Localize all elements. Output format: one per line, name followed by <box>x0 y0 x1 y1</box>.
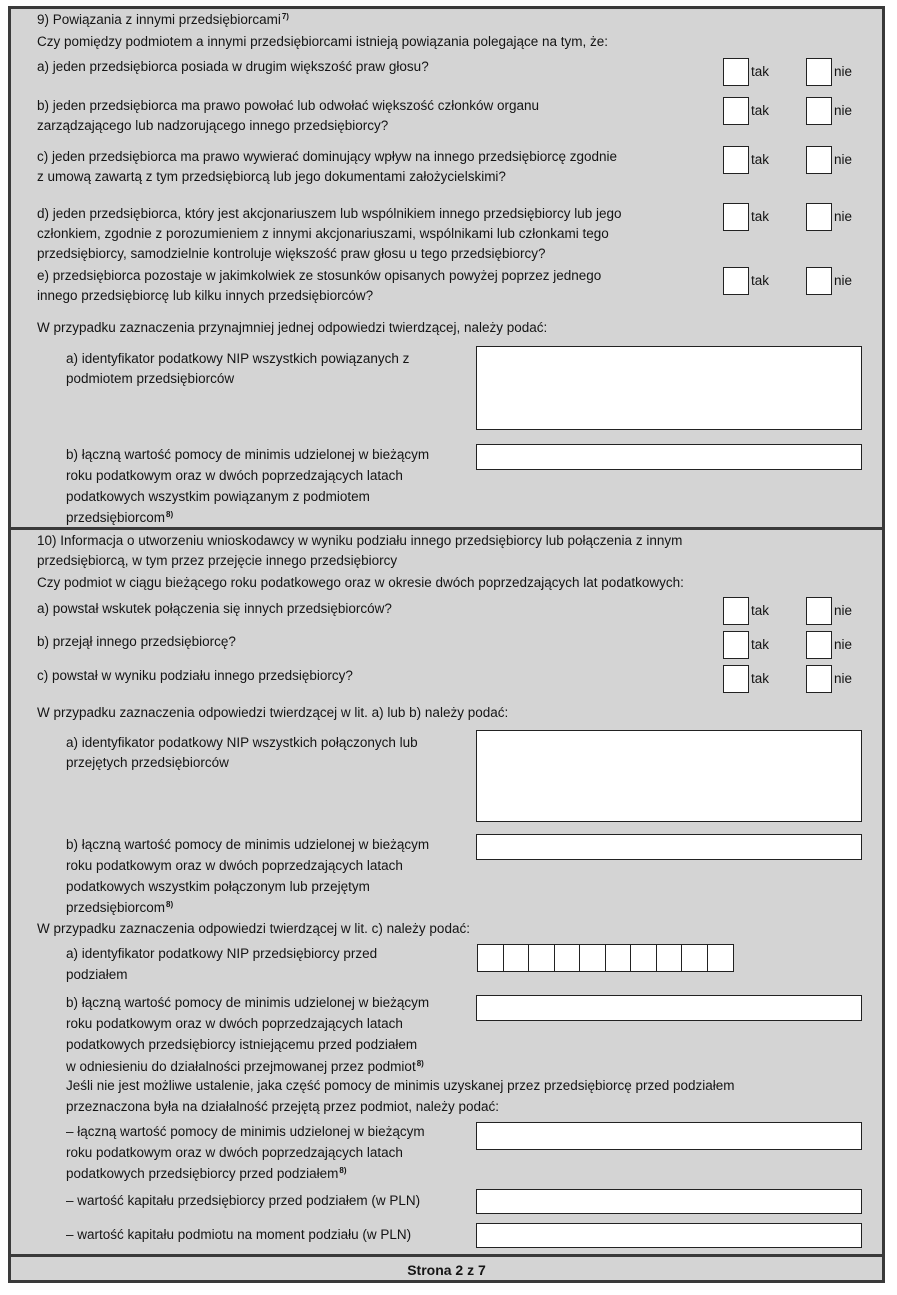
capital-before-input[interactable] <box>476 1189 862 1214</box>
q10c-yes-checkbox[interactable] <box>723 665 749 693</box>
q9b-yes-label: tak <box>751 103 770 118</box>
q9c-no-label: nie <box>834 152 853 167</box>
q9d-yes-checkbox[interactable] <box>723 203 749 231</box>
q10a-yes-checkbox[interactable] <box>723 597 749 625</box>
footnote-ref: 8) <box>416 1058 424 1068</box>
q10c-no-label: nie <box>834 671 853 686</box>
fallback-value-input[interactable] <box>476 1122 862 1150</box>
nip-digit-8[interactable] <box>656 944 683 972</box>
fallback-value-label-3 <box>66 1164 347 1184</box>
page-number: Strona 2 z 7 <box>407 1262 486 1278</box>
s10-split-value-label-4 <box>66 1057 424 1077</box>
section-divider <box>11 527 882 530</box>
q9e-text-2: innego przedsiębiorcę lub kilku innych przedsiębiorców? <box>37 288 374 303</box>
q10a-yes-label: tak <box>751 603 770 618</box>
q9b-yes-checkbox[interactable] <box>723 97 749 125</box>
nip-digit-1[interactable] <box>477 944 504 972</box>
nip-digit-7[interactable] <box>630 944 657 972</box>
footer-divider <box>11 1254 882 1257</box>
section-9-title <box>37 10 289 30</box>
q10b-no-label: nie <box>834 637 853 652</box>
q9e-yes-checkbox[interactable] <box>723 267 749 295</box>
s9-value-label-1: b) łączną wartość pomocy de minimis udzielonej w bieżącym <box>66 447 430 462</box>
s9-value-label-4 <box>66 508 173 528</box>
footnote-ref: 7) <box>281 11 289 21</box>
s9-value-label-3: podatkowych wszystkim powiązanym z podmiotem <box>66 489 370 504</box>
nip-digit-10[interactable] <box>707 944 734 972</box>
section-10-note-ab: W przypadku zaznaczenia odpowiedzi twierdzącej w lit. a) lub b) należy podać: <box>37 705 509 720</box>
fallback-note-1: Jeśli nie jest możliwe ustalenie, jaka część pomocy de minimis uzyskanej przez przedsiębiorcę przed podziałem <box>66 1078 735 1093</box>
q9e-no-label: nie <box>834 273 853 288</box>
section-9-title-text: 9) Powiązania z innymi przedsiębiorcami <box>37 12 281 27</box>
q10c-yes-label: tak <box>751 671 770 686</box>
q10b-yes-label: tak <box>751 637 770 652</box>
section-9-note: W przypadku zaznaczenia przynajmniej jednej odpowiedzi twierdzącej, należy podać: <box>37 320 548 335</box>
s10-value-label-3: podatkowych wszystkim połączonym lub przejętym <box>66 879 370 894</box>
q9a-yes-checkbox[interactable] <box>723 58 749 86</box>
s9-nip-textarea[interactable] <box>476 346 862 430</box>
q10c-no-checkbox[interactable] <box>806 665 832 693</box>
q10a-text: a) powstał wskutek połączenia się innych przedsiębiorców? <box>37 601 392 616</box>
q9c-yes-checkbox[interactable] <box>723 146 749 174</box>
q9b-no-checkbox[interactable] <box>806 97 832 125</box>
s10-split-nip-input[interactable] <box>477 944 732 972</box>
q9b-no-label: nie <box>834 103 853 118</box>
section-9-intro: Czy pomiędzy podmiotem a innymi przedsiębiorcami istnieją powiązania polegające na tym, że: <box>37 34 609 49</box>
q9c-yes-label: tak <box>751 152 770 167</box>
s10-value-label-4-text: przedsiębiorcom <box>66 900 166 915</box>
q10a-no-checkbox[interactable] <box>806 597 832 625</box>
s10-split-value-label-1: b) łączną wartość pomocy de minimis udzielonej w bieżącym <box>66 995 430 1010</box>
form-page <box>8 6 885 1283</box>
q9a-no-checkbox[interactable] <box>806 58 832 86</box>
section-10-note-c: W przypadku zaznaczenia odpowiedzi twierdzącej w lit. c) należy podać: <box>37 921 470 936</box>
footnote-ref: 8) <box>339 1165 347 1175</box>
nip-digit-2[interactable] <box>503 944 530 972</box>
q9d-text-1: d) jeden przedsiębiorca, który jest akcjonariuszem lub wspólnikiem innego przedsiębiorcy lub jego <box>37 206 622 221</box>
q9d-text-2: członkiem, zgodnie z porozumieniem z innymi akcjonariuszami, wspólnikami lub członkami tego <box>37 226 609 241</box>
section-10-intro: Czy podmiot w ciągu bieżącego roku podatkowego oraz w okresie dwóch poprzedzających lat podatkowych: <box>37 575 684 590</box>
s10-value-input[interactable] <box>476 834 862 860</box>
s9-nip-label-2: podmiotem przedsiębiorców <box>66 371 235 386</box>
nip-digit-6[interactable] <box>605 944 632 972</box>
s10-value-label-2: roku podatkowym oraz w dwóch poprzedzających latach <box>66 858 403 873</box>
s9-value-label-2: roku podatkowym oraz w dwóch poprzedzających latach <box>66 468 403 483</box>
q9d-no-checkbox[interactable] <box>806 203 832 231</box>
q9e-no-checkbox[interactable] <box>806 267 832 295</box>
s9-nip-label-1: a) identyfikator podatkowy NIP wszystkich powiązanych z <box>66 351 410 366</box>
q9c-text-1: c) jeden przedsiębiorca ma prawo wywierać dominujący wpływ na innego przedsiębiorcę zgodnie <box>37 149 618 164</box>
s10-value-label-1: b) łączną wartość pomocy de minimis udzielonej w bieżącym <box>66 837 430 852</box>
fallback-note-2: przeznaczona była na działalność przejętą przez podmiot, należy podać: <box>66 1099 500 1114</box>
capital-at-split-input[interactable] <box>476 1223 862 1248</box>
s10-split-nip-label-1: a) identyfikator podatkowy NIP przedsiębiorcy przed <box>66 946 378 961</box>
q9e-yes-label: tak <box>751 273 770 288</box>
footnote-ref: 8) <box>166 509 174 519</box>
s10-split-nip-label-2: podziałem <box>66 967 128 982</box>
s10-split-value-label-2: roku podatkowym oraz w dwóch poprzedzających latach <box>66 1016 403 1031</box>
nip-digit-3[interactable] <box>528 944 555 972</box>
q9a-yes-label: tak <box>751 64 770 79</box>
nip-digit-9[interactable] <box>681 944 708 972</box>
q9c-no-checkbox[interactable] <box>806 146 832 174</box>
q9a-text: a) jeden przedsiębiorca posiada w drugim większość praw głosu? <box>37 59 429 74</box>
q9b-text-2: zarządzającego lub nadzorującego innego przedsiębiorcy? <box>37 118 389 133</box>
q9d-text-3: przedsiębiorcy, samodzielnie kontroluje większość praw głosu u tego przedsiębiorcy? <box>37 246 546 261</box>
s10-nip-label-2: przejętych przedsiębiorców <box>66 755 229 770</box>
section-10-title-2: przedsiębiorcą, w tym przez przejęcie innego przedsiębiorcy <box>37 553 398 568</box>
q10b-text: b) przejął innego przedsiębiorcę? <box>37 634 236 649</box>
s10-nip-label-1: a) identyfikator podatkowy NIP wszystkich połączonych lub <box>66 735 418 750</box>
capital-at-split-label: – wartość kapitału podmiotu na moment podziału (w PLN) <box>66 1227 412 1242</box>
fallback-value-label-3-text: podatkowych przedsiębiorcy przed podziałem <box>66 1166 339 1181</box>
s10-split-value-label-4-text: w odniesieniu do działalności przejmowanej przez podmiot <box>66 1059 416 1074</box>
q9e-text-1: e) przedsiębiorca pozostaje w jakimkolwiek ze stosunków opisanych powyżej poprzez jednego <box>37 268 602 283</box>
s10-split-value-label-3: podatkowych przedsiębiorcy istniejącemu przed podziałem <box>66 1037 418 1052</box>
q10c-text: c) powstał w wyniku podziału innego przedsiębiorcy? <box>37 668 353 683</box>
fallback-value-label-1: – łączną wartość pomocy de minimis udzielonej w bieżącym <box>66 1124 425 1139</box>
section-10-title-1: 10) Informacja o utworzeniu wnioskodawcy w wyniku podziału innego przedsiębiorcy lub połączenia z innym <box>37 533 683 548</box>
nip-digit-5[interactable] <box>579 944 606 972</box>
s10-value-label-4 <box>66 898 173 918</box>
s10-split-value-input[interactable] <box>476 995 862 1021</box>
s9-value-input[interactable] <box>476 444 862 470</box>
q9b-text-1: b) jeden przedsiębiorca ma prawo powołać lub odwołać większość członków organu <box>37 98 540 113</box>
q9d-no-label: nie <box>834 209 853 224</box>
q10b-no-checkbox[interactable] <box>806 631 832 659</box>
capital-before-label: – wartość kapitału przedsiębiorcy przed podziałem (w PLN) <box>66 1193 421 1208</box>
q10a-no-label: nie <box>834 603 853 618</box>
footnote-ref: 8) <box>166 899 174 909</box>
s9-value-label-4-text: przedsiębiorcom <box>66 510 166 525</box>
q10b-yes-checkbox[interactable] <box>723 631 749 659</box>
fallback-value-label-2: roku podatkowym oraz w dwóch poprzedzających latach <box>66 1145 403 1160</box>
q9a-no-label: nie <box>834 64 853 79</box>
q9d-yes-label: tak <box>751 209 770 224</box>
s10-nip-textarea[interactable] <box>476 730 862 822</box>
nip-digit-4[interactable] <box>554 944 581 972</box>
q9c-text-2: z umową zawartą z tym przedsiębiorcą lub jego dokumentami założycielskimi? <box>37 169 506 184</box>
